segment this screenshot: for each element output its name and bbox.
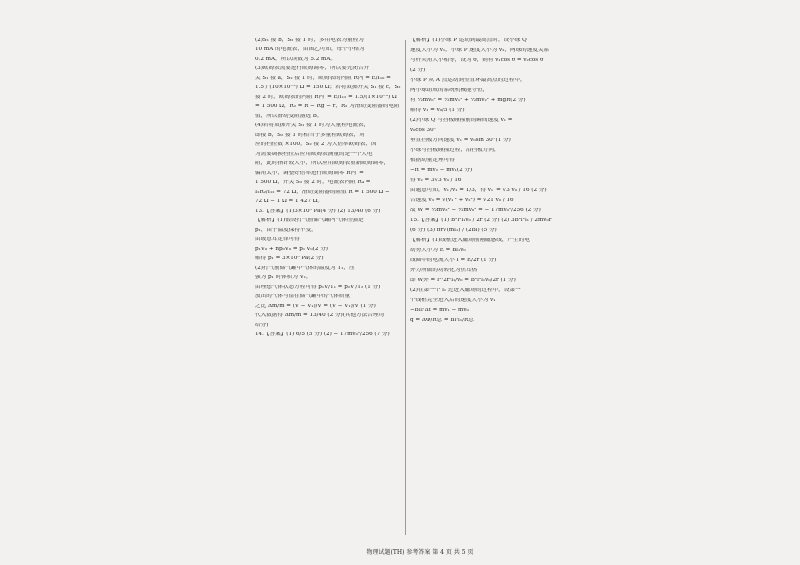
text-line: 外力所做的功转化为焦耳热	[410, 267, 478, 273]
text-line: q = ΔΦ/R总 = Bl·l₁/R总	[410, 317, 474, 323]
text-line: 小球与挡板碰撞过程，沿挡板方向，	[410, 147, 500, 153]
text-line: 72 Ω − 1 Ω = 1 427 Ω。	[255, 199, 324, 205]
text-line: 个线框完全进入后的速度大小为 v₁	[410, 297, 496, 303]
text-line: 解得 p₁ = 3×10⁵ Pa(2 分)	[255, 256, 324, 262]
text-line: 10 mA 的电流表，由图乙可知，每个小格为	[255, 47, 365, 53]
text-line: 13.【答案】(1)3×10⁵ Pa(4 分) (2) 13/40 (6 分)	[255, 208, 381, 214]
text-line: 14.【答案】(1) 6/5 (5 分) (2) − 17mv₀²/256 (7 分)	[255, 332, 390, 338]
text-line: 动势大小为 E = Bl₁v₀	[410, 247, 466, 253]
text-line: 故 W = ½mv₃² − ½mv₀² = − 17mv₀²/256 (2 分)	[410, 207, 541, 213]
text-line: (2 分)	[410, 67, 426, 73]
text-line: 【解析】(1)线框进入磁场前刚磁感线，产生的电	[410, 237, 530, 243]
text-line: 0.2 mA，所以读数为 5.2 mA。	[255, 56, 336, 62]
column-divider	[405, 40, 406, 535]
text-line: (4)若将双掷开关 S₁ 接 1 时为大量程电流表，	[255, 123, 370, 129]
text-line: 关 S₁ 接 a，S₂ 接 1 时，欧姆表的内阻 R内 = E/I₁₀ =	[255, 75, 391, 81]
text-line: I₂R₂/I₁₂ = 72 Ω，滑动变阻器的阻值 R = 1 500 Ω −	[255, 189, 390, 195]
text-line: (2)在第一个 l₁ 过进入磁场的过程中，设第一	[410, 287, 521, 293]
text-line: p₁，由于温度保持不变，	[255, 227, 317, 233]
text-line: −BIl·Δt = mv₁ − mv₀	[410, 307, 469, 313]
text-line: 为需要调换档位后应用欧姆表测量的是一个大电	[255, 151, 373, 157]
text-line: 得 v₂ = 3√3 v₀ / 16	[410, 177, 462, 183]
text-line: 由玻意耳定律可得	[255, 237, 300, 243]
text-line: (2)S₁ 接 b，S₂ 接 1 时，多用电表为量程为	[255, 38, 364, 43]
text-line: (2)打气前储气罐中气体的温度为 T₁，压	[255, 265, 355, 271]
text-line: 有 ½mv₀² = ½mv₁² + ½mv₂² + mgR(2 分)	[410, 97, 526, 103]
text-line: 强为 p₁ 时体积为 V₁，	[255, 275, 312, 281]
text-line: 代入数据得 Δm/m = 13/40 (2 分)(其他方法合理均	[255, 313, 385, 319]
text-line: 值，所以滑动变阻器选 B。	[255, 113, 323, 119]
text-line: 给分)	[255, 322, 269, 328]
left-column	[255, 38, 405, 342]
text-line: 即 W外 = I²·2r·l₁/v₀ = B²l²l₁v₀/2r (1 分)	[410, 277, 516, 283]
text-line: 解得 v₁ = v₀/5 (1 分)	[410, 107, 465, 113]
text-line: p₁V₀ + np₀V₀ = p₁′V₀(2 分)	[255, 246, 328, 252]
text-line: 接 2 时，欧姆表的内阻 R内′ = E/I₁₂ = 1.5/(1×10⁻³) Ω	[255, 94, 397, 100]
text-line: 放出的气体与留在储气罐中的气体质量	[255, 294, 351, 300]
text-line: 两小球组成的系统机械能守恒，	[410, 87, 489, 93]
text-line: 【解析】(1)小球 P 运动到最高点时，设小球 Q	[410, 38, 527, 43]
text-line: 偏角太小，调整好倍率进行欧姆调零 R内′ =	[255, 170, 364, 176]
text-line: 与杆夹角大小相等，设为 θ，则有 v₁cos θ = v₂cos θ	[410, 57, 544, 63]
text-line: 由题意可知，v₁′/v₁ = 1/3，得 v₁′ = √3 v₀ / 16 (2 分)	[410, 187, 547, 193]
text-line: −ft = mv₂ − mv₁(2 分)	[410, 167, 473, 173]
text-line: 15.【答案】(1) B²l²l₁v₀ / 2r (2 分) (2) 3B²l²l₁ / 2mv₀r	[410, 217, 552, 223]
text-line: 线圈中的电流大小 I = E/2r (1 分)	[410, 257, 497, 263]
text-line: (6 分) (3) πr√(ml₁) / (2Bl) (5 分)	[410, 227, 497, 233]
text-line: 垂直挡板方向速度 v₁ = v₀sin 30°(1 分)	[410, 137, 511, 143]
text-line: 1 500 Ω，开关 S₂ 接 2 时，电流表内阻 R₄ =	[255, 180, 371, 186]
text-line: 之比 Δm/m = (V − V₁)/V = (V − V₁)/V (1 分)	[255, 303, 376, 309]
text-line: 小球 P 从 A 点运动到竖直环最高点的过程中，	[410, 77, 526, 83]
text-line: v₀cos 30°	[410, 127, 437, 133]
text-line: 1.5 / (10×10⁻³) Ω = 150 Ω；若将双掷开关 S₁ 接 c，S₂	[255, 85, 401, 91]
text-line: 应的档位数 ×100，S₂ 接 2 为大倍率欧姆表，因	[255, 142, 377, 148]
text-line: 阻，此时指针较大小，所以应用欧姆表重新欧姆调零，	[255, 161, 390, 167]
text-line: 即接 b，S₂ 接 1 时相当于多量程欧姆表，对	[255, 132, 365, 138]
text-line: = 1 500 Ω，R₂ = R − Rg − r，R₂ 为滑动变阻器的电阻	[255, 104, 400, 110]
text-line: 【解析】(1)假设打气前储气罐内气体压强是	[255, 218, 364, 224]
text-line: 速度大小为 v₁，小球 P 速度大小为 v₂，两球的速度关系	[410, 47, 550, 53]
text-line: (3)欧姆表需要进行欧姆调零，所以要先闭合开	[255, 66, 370, 72]
text-line: 根据动量定理可得	[410, 157, 455, 163]
text-line: 由理想气体状态方程可得 p₁V/T₁ = p₂V′/T₂ (1 分)	[255, 284, 381, 290]
text-line: (2)小球 Q 与挡板碰撞前的瞬间速度 v₁ =	[410, 117, 513, 123]
text-line: 合速度 v₃ = √(v₁′² + v₂²) = √21 v₀ / 16	[410, 197, 514, 203]
page-footer: 物理试题(TH) 参考答案 第 4 页 共 5 页	[366, 549, 474, 556]
right-column	[410, 38, 560, 328]
